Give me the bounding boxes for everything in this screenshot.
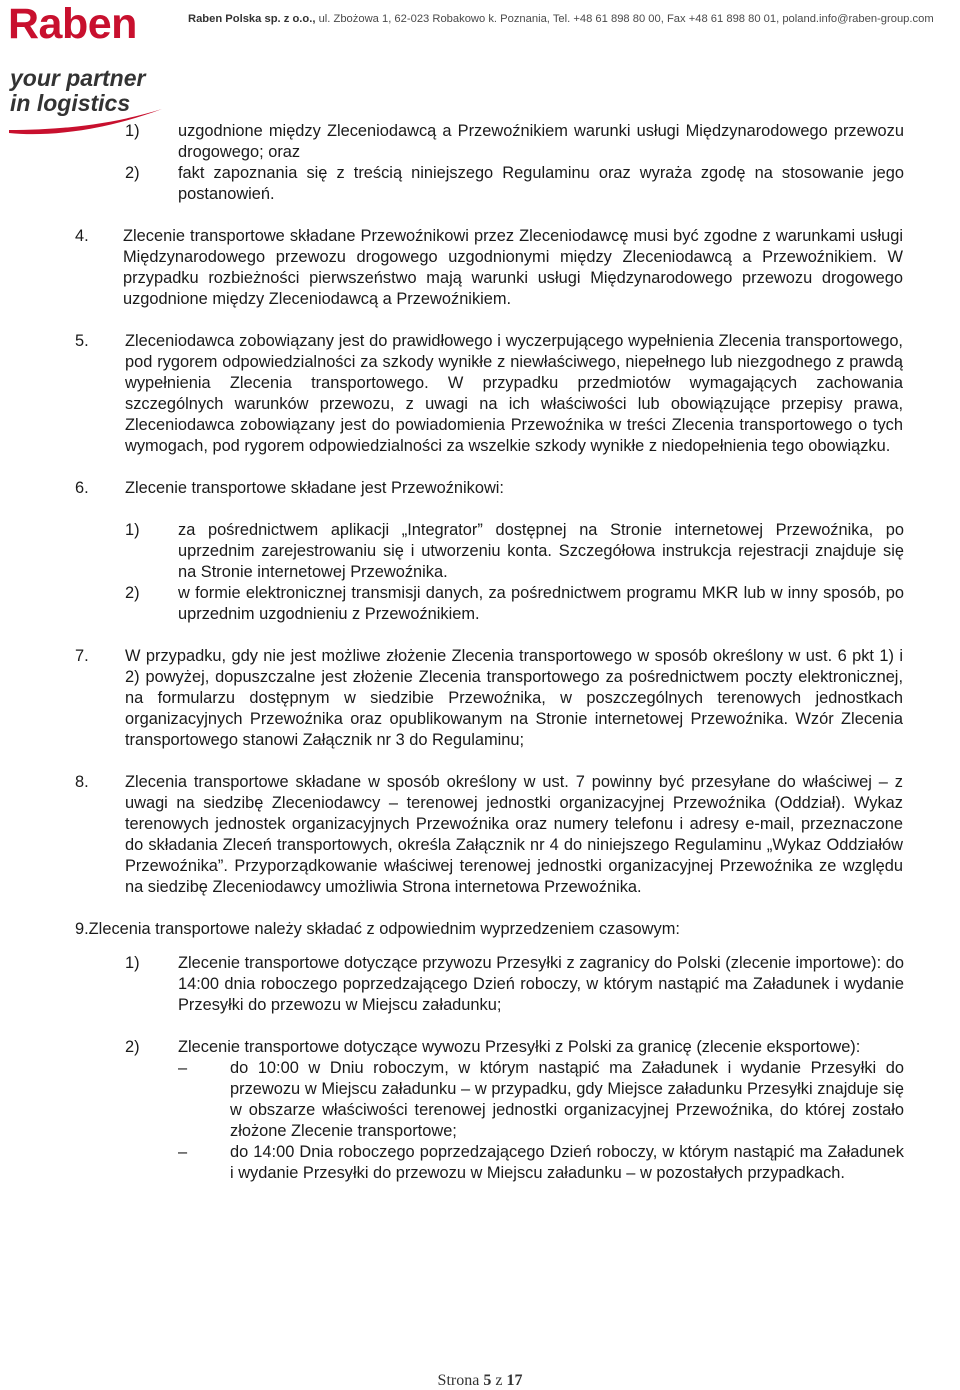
paragraph-8 (0, 772, 960, 898)
list-item-number: 2) (125, 584, 140, 602)
document-body (0, 121, 960, 1184)
current-page-number: 5 (483, 1372, 492, 1389)
paragraph-text: Zleceniodawca zobowiązany jest do prawidłowego i wyczerpującego wypełnienia Zlecenia transportowego, pod rygorem odpowiedzialności za szkody wynikłe z niewłaściwego, niepełnego lub niezgodnego z prawdą wypełnienia Zlecenia transportowego. W przypadku przedmiotów wymagających zachowania szczególnych warunków przewozu, z uwagi na ich właściwości lub obowiązujące przepisy prawa, Zleceniodawca zobowiązany jest do powiadomienia Przewoźnika w treści Zlecenia transportowego o tych wymogach, pod rygorem odpowiedzialności za wszelkie szkody wynikłe z niedopełnienia tego obowiązku. (125, 332, 903, 455)
list-item (0, 583, 960, 625)
page-footer (0, 1372, 960, 1390)
logo-wordmark: Raben (8, 0, 137, 48)
paragraph-5 (0, 331, 960, 457)
company-contact-line (188, 12, 958, 26)
page-separator: z (495, 1372, 503, 1389)
paragraph-text: Zlecenie transportowe składane jest Przewoźnikowi: (125, 479, 504, 497)
logo-tagline-line-1: your partner (10, 65, 146, 91)
list-item (0, 1037, 960, 1058)
paragraph-text: 9.Zlecenia transportowe należy składać z odpowiednim wyprzedzeniem czasowym: (75, 920, 680, 938)
paragraph-text: W przypadku, gdy nie jest możliwe złożenie Zlecenia transportowego w sposób określony w ust. 6 pkt 1) i 2) powyżej, dopuszczalne jest złożenie Zlecenia transportowego za pośrednictwem poczty elektronicznej, na formularzu dostępnym w siedzibie Przewoźnika, w poszczególnych terenowych jednostkach organizacyjnych Przewoźnika oraz opublikowanym na Stronie internetowej Przewoźnika. Wzór Zlecenia transportowego stanowi Załącznik nr 3 do Regulaminu; (125, 647, 903, 749)
list-item (0, 163, 960, 205)
list-item-text: w formie elektronicznej transmisji danych, za pośrednictwem programu MKR lub w inny sposób, po uprzednim uzgodnieniu z Przewoźnikiem. (178, 584, 904, 623)
bullet-item (0, 1142, 960, 1184)
list-item (0, 121, 960, 163)
list-item (0, 953, 960, 1016)
bullet-item (0, 1058, 960, 1142)
paragraph-number: 8. (75, 773, 89, 791)
list-item-text: za pośrednictwem aplikacji „Integrator” dostępnej na Stronie internetowej Przewoźnika, po uprzednim zarejestrowaniu się i utworzeniu konta. Szczegółowa instrukcja rejestracji znajduje się na Stronie internetowej Przewoźnika. (178, 521, 904, 581)
logo-tagline-line-2: in logistics (10, 90, 131, 116)
list-item-text: uzgodnione między Zleceniodawcą a Przewoźnikiem warunki usługi Międzynarodowego przewozu drogowego; oraz (178, 122, 904, 161)
paragraph-number: 7. (75, 647, 89, 665)
bullet-text: do 10:00 w Dniu roboczym, w którym nastąpić ma Załadunek i wydanie Przesyłki do przewozu w Miejscu załadunku – w przypadku, gdy Miejsce załadunku Przesyłki znajduje się w obszarze właściwości terenowej jednostki organizacyjnej Przewoźnika, do której zostało złożone Zlecenie transportowe; (230, 1059, 904, 1140)
paragraph-number: 6. (75, 479, 89, 497)
list-item-number: 2) (125, 164, 140, 182)
page-label: Strona (437, 1372, 480, 1389)
paragraph-6 (0, 478, 960, 499)
page-header (0, 0, 960, 140)
paragraph-number: 4. (75, 227, 89, 245)
list-item (0, 520, 960, 583)
dash-bullet: – (178, 1059, 188, 1077)
company-name: Raben Polska sp. z o.o., (188, 13, 316, 25)
list-item-text: fakt zapoznania się z treścią niniejszego Regulaminu oraz wyraża zgodę na stosowanie jego postanowień. (178, 164, 904, 203)
raben-logo (8, 2, 168, 138)
list-item-text: Zlecenie transportowe dotyczące przywozu Przesyłki z zagranicy do Polski (zlecenie importowe): do 14:00 dnia roboczego poprzedzającego Dzień roboczy, w którym nastąpić ma Załadunek i wydanie Przesyłki do przewozu w Miejscu załadunku; (178, 954, 904, 1014)
paragraph-text: Zlecenia transportowe składane w sposób określony w ust. 7 powinny być przesyłane do właściwej – z uwagi na siedzibę Zleceniodawcy – terenowej jednostki organizacyjnej Przewoźnika (Oddział). Wykaz terenowych jednostek organizacyjnych Przewoźnika oraz numery telefonu i adresy e-mail, przeznaczone do składania Zleceń transportowych, określa Załącznik nr 4 do niniejszego Regulaminu „Wykaz Oddziałów Przewoźnika”. Przyporządkowanie właściwej terenowej jednostki organizacyjnej Przewoźnika ze względu na siedzibę Zleceniodawcy umożliwia Strona internetowa Przewoźnika. (125, 773, 903, 896)
paragraph-text: Zlecenie transportowe składane Przewoźnikowi przez Zleceniodawcę musi być zgodne z warunkami usługi Międzynarodowego przewozu drogowego uzgodnionymi między Zleceniodawcą a Przewoźnikiem. W przypadku rozbieżności pierwszeństwo mają warunki usługi Międzynarodowego przewozu drogowego uzgodnione między Zleceniodawcą a Przewoźnikiem. (123, 227, 903, 308)
list-item-number: 1) (125, 122, 140, 140)
paragraph-number: 5. (75, 332, 89, 350)
dash-bullet: – (178, 1143, 188, 1161)
paragraph-4 (0, 226, 960, 310)
bullet-text: do 14:00 Dnia roboczego poprzedzającego Dzień roboczy, w którym nastąpić ma Załadunek i wydanie Przesyłki do przewozu w Miejscu załadunku – w pozostałych przypadkach. (230, 1143, 904, 1182)
list-item-number: 2) (125, 1038, 140, 1056)
list-item-text: Zlecenie transportowe dotyczące wywozu Przesyłki z Polski za granicę (zlecenie eksportowe): (178, 1038, 861, 1056)
list-item-number: 1) (125, 954, 140, 972)
paragraph-9 (0, 919, 960, 940)
paragraph-7 (0, 646, 960, 751)
company-details: ul. Zbożowa 1, 62-023 Robakowo k. Poznania, Tel. +48 61 898 80 00, Fax +48 61 898 80 01, poland.info@raben-group.com (318, 13, 934, 25)
total-page-count: 17 (506, 1372, 523, 1389)
list-item-number: 1) (125, 521, 140, 539)
